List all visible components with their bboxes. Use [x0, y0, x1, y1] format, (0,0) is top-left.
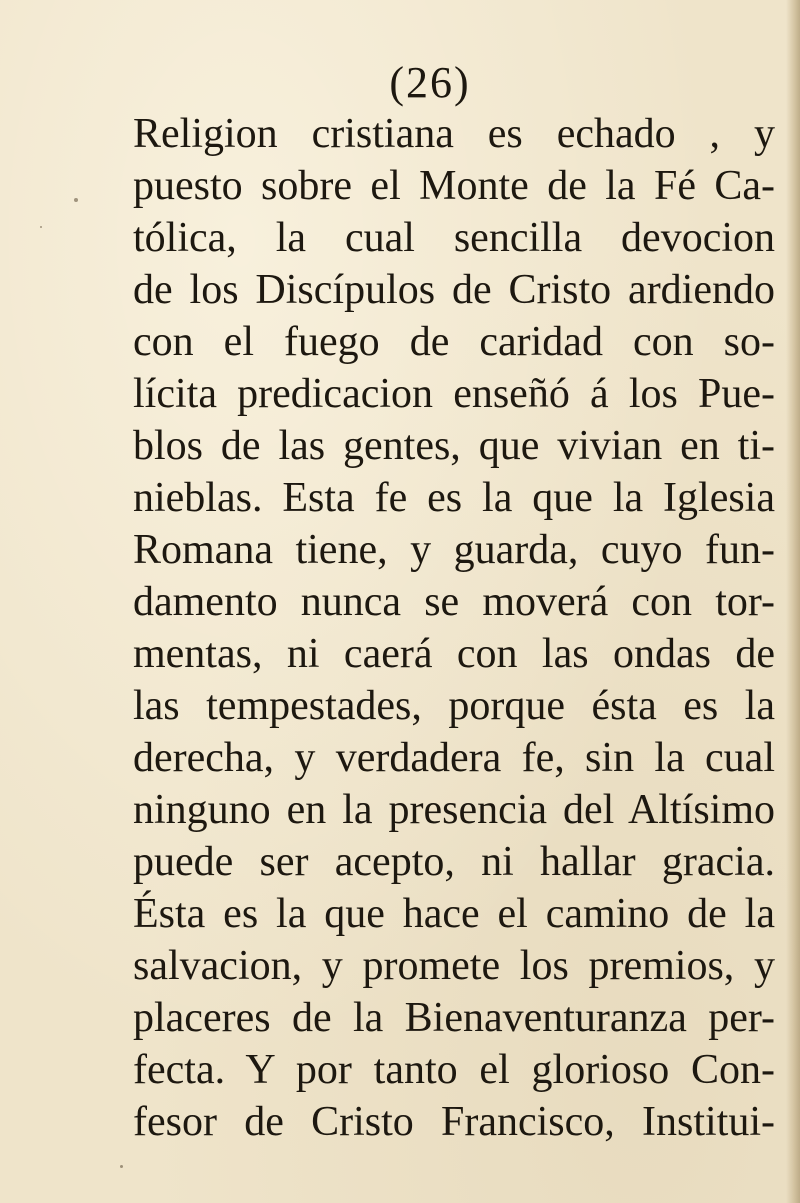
text-line: derecha, y verdadera fe, sin la cual [133, 735, 775, 781]
body-text [133, 108, 775, 1148]
paper-speck [74, 198, 78, 202]
paper-speck [40, 226, 42, 228]
text-line: blos de las gentes, que vivian en ti- [133, 423, 775, 469]
text-line: tólica, la cual sencilla devocion [133, 215, 775, 261]
text-line: fecta. Y por tanto el glorioso Con- [133, 1047, 775, 1093]
text-line: mentas, ni caerá con las ondas de [133, 631, 775, 677]
text-line: lícita predicacion enseñó á los Pue- [133, 371, 775, 417]
text-line: salvacion, y promete los premios, y [133, 943, 775, 989]
text-line: ninguno en la presencia del Altísimo [133, 787, 775, 833]
text-line: Romana tiene, y guarda, cuyo fun- [133, 527, 775, 573]
text-line: con el fuego de caridad con so- [133, 319, 775, 365]
paper-speck [120, 1165, 123, 1168]
text-line: de los Discípulos de Cristo ardiendo [133, 267, 775, 313]
text-line: placeres de la Bienaventuranza per- [133, 995, 775, 1041]
text-line: puesto sobre el Monte de la Fé Ca- [133, 163, 775, 209]
text-line: Religion cristiana es echado , y [133, 111, 775, 157]
text-line: las tempestades, porque ésta es la [133, 683, 775, 729]
text-line: nieblas. Esta fe es la que la Iglesia [133, 475, 775, 521]
page-number: (26) [389, 58, 471, 107]
text-line: Ésta es la que hace el camino de la [133, 891, 775, 937]
text-line: damento nunca se moverá con tor- [133, 579, 775, 625]
text-line: puede ser acepto, ni hallar gracia. [133, 839, 775, 885]
text-line: fesor de Cristo Francisco, Institui- [133, 1099, 775, 1145]
page-edge-shadow [786, 0, 800, 1203]
